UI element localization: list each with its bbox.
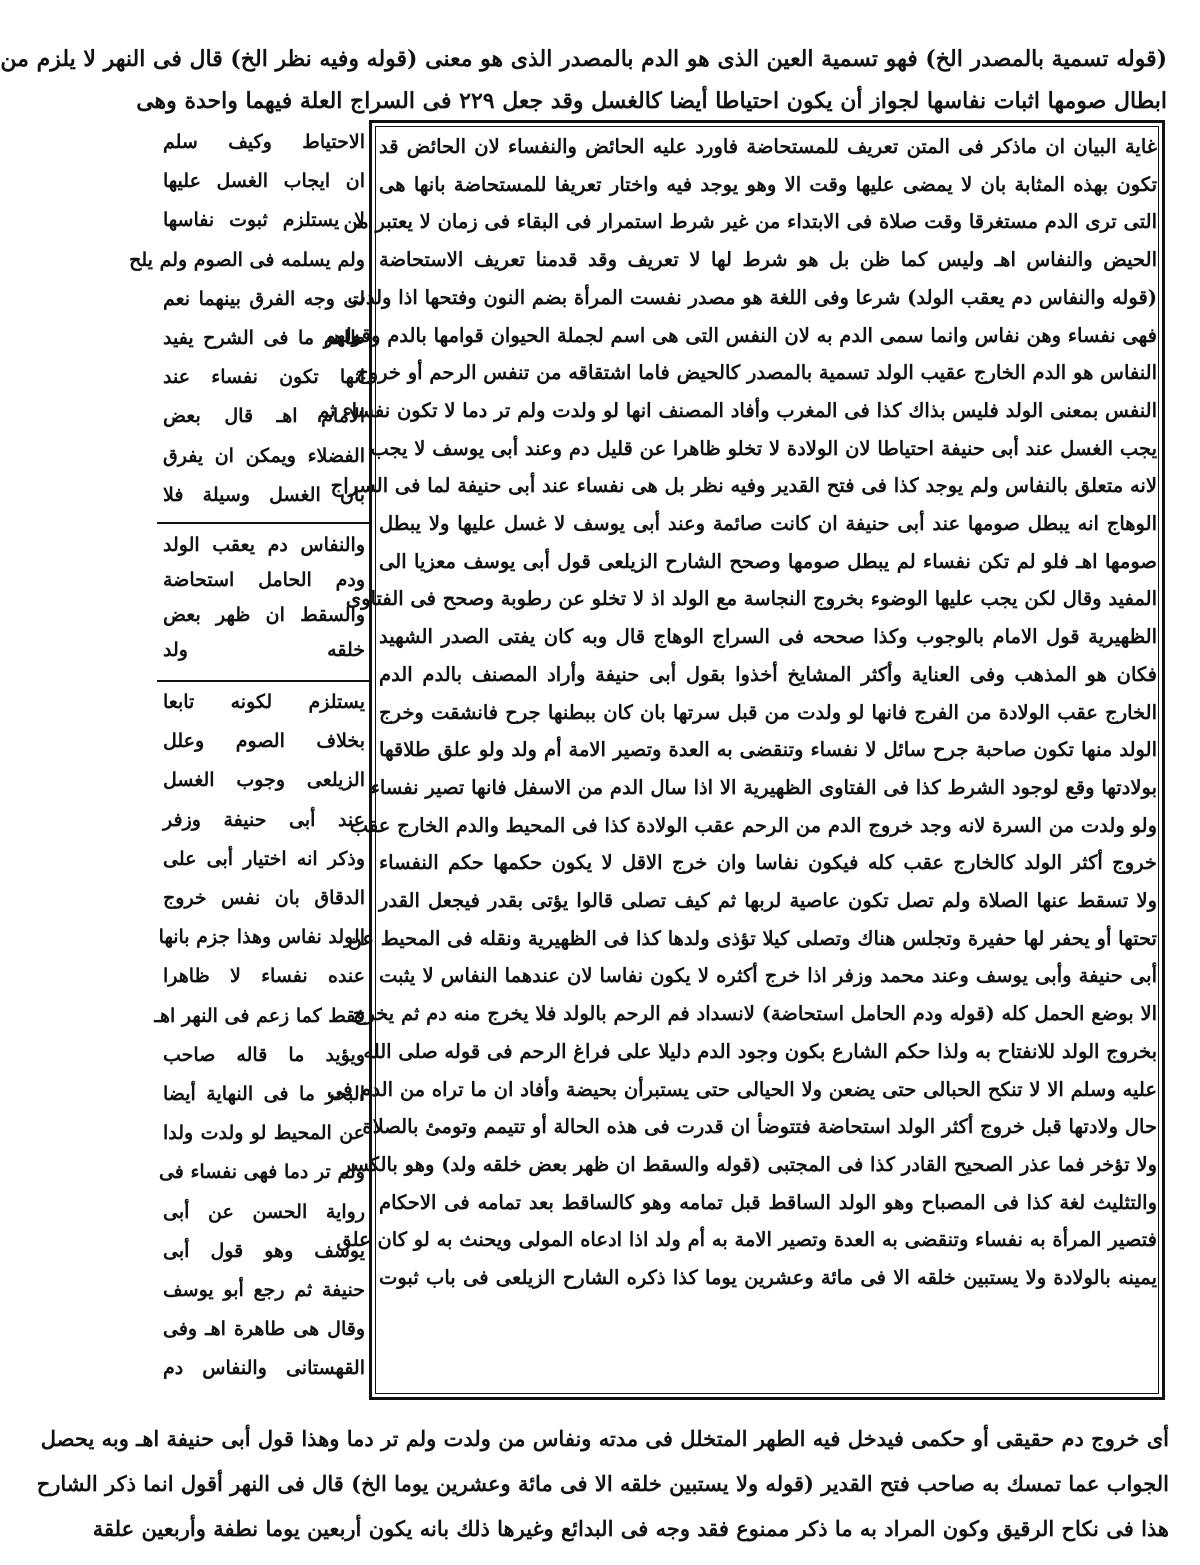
- main-text-line-1: غاية البيان ان ماذكر فى المتن تعريف للمستحاضة فاورد عليه الحائض والنفساء لان الحائض قد: [379, 135, 1157, 158]
- main-text-line-18: بولادتها وقع لوجود الشرط كذا فى الفتاوى الظهيرية الا اذا سال الدم من الاسفل فانها تصير نفساء: [370, 775, 1157, 799]
- side-top-line-3: لا يستلزم ثبوت نفاسها: [163, 209, 365, 232]
- side-bottom-line-4: عند أبى حنيفة وزفر: [163, 808, 365, 831]
- side-top-line-9: الفضلاء ويمكن ان يفرق: [163, 444, 365, 467]
- main-text-line-4: الحيض والنفاس اهـ وليس كما ظن بل هو شرط لها لا تعريف وقد قدمنا تعريف الاستحاضة: [379, 248, 1157, 272]
- main-text-line-31: يمينه بالولادة ولا يستبين خلقه الا فى مائة وعشرين يوما كذا ذكره الشارح الزيلعى فى باب ثبوت: [379, 1266, 1157, 1289]
- main-text-line-30: فتصير المرأة به نفساء وتنقضى به العدة وتصير الامة به أم ولد اذا ادعاه المولى ويحنث به لو كان علق: [336, 1228, 1157, 1252]
- main-text-line-13: المفيد وقال لكن يجب عليها الوضوء بخروج النجاسة مع الولد اذ لا تخلو عن رطوبة وصحح فى الفتاوى: [345, 587, 1157, 611]
- main-text-line-8: النفس بمعنى الولد فليس بذاك كذا فى المغرب وأفاد المصنف انها لو ولدت ولم تر دما لا تكون نفساء ثم: [317, 398, 1157, 422]
- main-text-line-26: عليه وسلم الا لا تنكح الحبالى حتى يضعن ولا الحيالى حتى يستبرأن بحيضة وأفاد ان ما تراه من الدم فى: [327, 1077, 1157, 1101]
- side-bottom-line-1: يستلزم لكونه تابعا: [163, 691, 365, 713]
- main-text-line-24: الا بوضع الحمل كله (قوله ودم الحامل استحاضة) لانسداد فم الرحم بالولد فلا يخرج منه دم ثم يخرج: [352, 1002, 1157, 1026]
- side-bottom-line-12: عن المحيط لو ولدت ولدا: [163, 1122, 365, 1145]
- main-text-line-20: خروج أكثر الولد كالخارج عقب كله فيكون نفاسا وان خرج الاقل لا يكون حكمها حكم النفساء: [379, 851, 1157, 875]
- side-bottom-line-10: ويؤيد ما قاله صاحب: [163, 1043, 365, 1066]
- main-text-line-14: الظهيرية قول الامام بالوجوب وكذا صححه فى السراج الوهاج قال وبه كان يفتى الصدر الشهيد: [379, 625, 1157, 649]
- main-text-line-12: صومها اهـ فلو لم تكن نفساء لم يبطل صومها وصحح الشارح الزيلعى قول أبى يوسف معزيا الى: [379, 549, 1157, 573]
- side-bottom-line-8: عنده نفساء لا ظاهرا: [163, 965, 365, 988]
- side-bottom-line-9: فقط كما زعم فى النهر اهـ: [154, 1004, 365, 1027]
- main-text-line-16: الخارج عقب الولادة من الفرج فانها لو ولدت من قبل سرتها بان كان ببطنها جرح فانشقت وخرج: [379, 700, 1157, 724]
- main-text-line-28: ولا تؤخر فما عذر الصحيح القادر كذا فى المجتبى (قوله والسقط ان ظهر بعض خلقه ولد) وهو بالكسر: [341, 1152, 1157, 1176]
- side-bottom-line-3: الزيلعى وجوب الغسل: [163, 769, 365, 792]
- side-matn-line-2: ودم الحامل استحاضة: [163, 569, 365, 591]
- side-bottom-line-16: حنيفة ثم رجع أبو يوسف: [163, 1279, 365, 1301]
- side-divider-bottom: [157, 680, 369, 682]
- main-text-line-21: ولا تسقط عنها الصلاة ولم تصل تكون عاصية لربها ثم كيف تصلى قالوا يؤتى بقدر فيجعل القدر: [379, 889, 1157, 912]
- side-top-line-6: ظاهر ما فى الشرح يفيد: [163, 327, 365, 349]
- side-bottom-line-18: القهستانى والنفاس دم: [163, 1357, 365, 1380]
- side-matn-line-1: والنفاس دم يعقب الولد: [163, 534, 365, 556]
- side-top-line-8: الامام اهـ قال بعض: [163, 405, 365, 428]
- side-bottom-line-5: وذكر انه اختيار أبى على: [163, 847, 365, 870]
- main-text-line-2: تكون بهذه المثابة بان لا يمضى عليها وقت الا وهو يوجد فيه واختار تعريفا للمستحاضة بانها هى: [379, 172, 1157, 196]
- main-text-line-29: والتثليث لغة كذا فى المصباح وهو الولد الساقط قبل تمامه وهو كالساقط بعد تمامه فى الاحكام: [379, 1190, 1157, 1214]
- main-text-line-27: حال ولادتها قبل خروج أكثر الولد استحاضة فتتوضأ ان قدرت فى هذه الحالة أو تتيمم وتومئ بالصلاة: [362, 1115, 1157, 1139]
- side-top-line-2: ان ايجاب الغسل عليها: [163, 170, 365, 193]
- side-bottom-line-2: بخلاف الصوم وعلل: [163, 730, 365, 753]
- main-text-line-3: التى ترى الدم مستغرقا وقت صلاة فى الابتداء من غير شرط استمرار فى البقاء فى زمان لا يعتبر من: [343, 210, 1157, 234]
- side-top-line-10: بان الغسل وسيلة فلا: [163, 483, 365, 506]
- main-text-line-6: فهى نفساء وهن نفاس وانما سمى الدم به لان النفس التى هى اسم لجملة الحيوان قوامها بالدم وقولهم: [323, 323, 1157, 347]
- main-text-line-7: النفاس هو الدم الخارج عقيب الولد تسمية بالمصدر كالحيض فاما اشتقاقه من تنفس الرحم أو خروج: [356, 361, 1157, 385]
- header-line-2: ابطال صومها اثبات نفاسها لجواز أن يكون احتياطا أيضا كالغسل وقد جعل ٢٢٩ فى السراج العلة فيهما واحدة وهى: [136, 88, 1167, 114]
- side-divider-top: [157, 522, 369, 524]
- side-bottom-line-13: ولم تر دما فهى نفساء فى: [158, 1161, 365, 1184]
- main-text-line-9: يجب الغسل عند أبى حنيفة احتياطا لان الولادة لا تخلو ظاهرا عن قليل دم وعند أبى يوسف لا يجب: [370, 436, 1157, 460]
- side-bottom-line-17: وقال هى طاهرة اهـ وفى: [163, 1318, 365, 1341]
- side-top-line-1: الاحتياط وكيف سلم: [163, 131, 365, 153]
- main-text-line-15: فكان هو المذهب وفى العناية وأكثر المشايخ أخذوا بقول أبى حنيفة وأراد المصنف بالدم الدم: [379, 662, 1157, 686]
- main-text-line-17: الولد منها تكون صاحبة جرح سائل لا نفساء وتنقضى به العدة وتصير الامة أم ولد ولو علق طلاقها: [379, 738, 1157, 762]
- side-top-line-4: ولم يسلمه فى الصوم ولم يلح: [129, 248, 365, 271]
- footer-line-2: الجواب عما تمسك به صاحب فتح القدير (قوله ولا يستبين خلقه الا فى مائة وعشرين يوما الخ) قال فى النهر أقول انما ذكر الشارح: [36, 1471, 1169, 1496]
- side-bottom-line-14: رواية الحسن عن أبى: [163, 1200, 365, 1223]
- side-matn-line-4: خلقه ولد: [163, 639, 365, 661]
- main-text-line-19: ولو ولدت من السرة لانه وجد خروج الدم من الرحم عقب الولادة كذا فى المحيط والدم الخارج عقب: [349, 813, 1157, 837]
- header-line-1: (قوله تسمية بالمصدر الخ) فهو تسمية العين الذى هو الدم بالمصدر الذى هو معنى (قوله وفيه نظر الخ) قال فى النهر لا يلزم من: [0, 46, 1167, 72]
- side-bottom-line-6: الدقاق بان نفس خروج: [163, 887, 365, 909]
- main-text-line-25: بخروج الولد للانفتاح به ولذا حكم الشارع بكون وجود الدم دليلا على فراغ الرحم فى قوله صلى الله: [363, 1039, 1157, 1063]
- side-top-line-5: لى وجه الفرق بينهما نعم: [163, 287, 365, 310]
- main-text-line-23: أبى حنيفة وأبى يوسف وعند محمد وزفر اذا خرج أكثره لا يكون نفاسا لان عندهما النفاس لا يثبت: [379, 964, 1157, 988]
- side-bottom-line-7: الولد نفاس وهذا جزم بانها: [158, 926, 365, 949]
- main-text-line-10: لانه متعلق بالنفاس ولم يوجد كذا فى فتح القدير وفيه نظر بل هى نفساء عند أبى حنيفة لما فى السراج: [330, 474, 1157, 498]
- side-top-line-7: انها تكون نفساء عند: [163, 366, 365, 389]
- main-text-line-11: الوهاج انه يبطل صومها عند أبى حنيفة ان كانت صائمة وعند أبى يوسف لا غسل عليها ولا يبطل: [379, 512, 1157, 535]
- side-bottom-line-15: يوسف وهو قول أبى: [163, 1239, 365, 1262]
- main-text-line-22: تحتها أو يحفر لها حفيرة وتجلس هناك وتصلى كيلا تؤذى ولدها كذا فى الظهيرية ونقله فى المحيط عن: [347, 926, 1157, 950]
- main-text-line-5: (قوله والنفاس دم يعقب الولد) شرعا وفى اللغة هو مصدر نفست المرأة بضم النون وفتحها اذا ولدت: [347, 285, 1157, 309]
- side-matn-line-3: والسقط ان ظهر بعض: [163, 604, 365, 626]
- side-bottom-line-11: البحر ما فى النهاية أيضا: [163, 1083, 365, 1105]
- footer-line-3: هذا فى نكاح الرقيق وكون المراد به ما ذكر ممنوع فقد وجه فى البدائع وغيرها ذلك بانه يكون أربعين يوما نطفة وأربعين علقة: [92, 1516, 1169, 1541]
- footer-line-1: أى خروج دم حقيقى أو حكمى فيدخل فيه الطهر المتخلل فى مدته ونفاس من ولدت ولم تر دما وهذا قول أبى حنيفة اهـ وبه يحصل: [40, 1426, 1169, 1451]
